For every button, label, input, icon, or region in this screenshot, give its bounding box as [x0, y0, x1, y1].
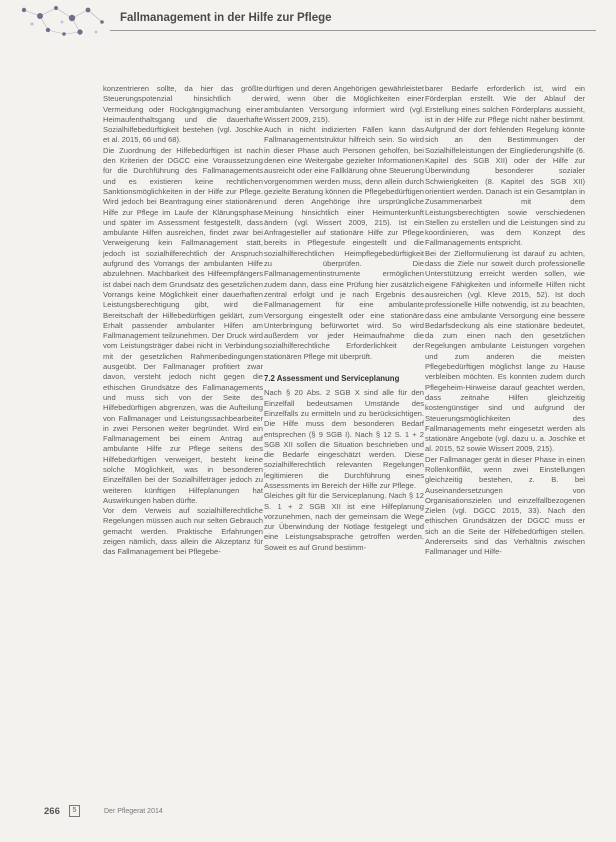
running-head-title: Fallmanagement in der Hilfe zur Pflege [120, 12, 332, 24]
paragraph: barer Bedarfe erforderlich ist, wird ein Förderplan erstellt. Wie der Ablauf der Erstellung eines solchen Förderplans aussieht, ist in der Hilfe zur Pflege nicht näher bestimmt. Aufgrund der dort fehlenden Regelung könnte sich an den Bestimmungen der Sozialhilfeleistungen der Eingliederungshilfe (6. Kapitel des SGB XII) oder der Hilfe zur Überwindung besonderer sozialer Schwierigkeiten (8. Kapitel des SGB XII) orientiert werden. Danach ist ein Gesamtplan in Zusammenarbeit mit dem Leistungsberechtigten sowie verschiedenen Stellen zu erstellen und die Leistungen sind zu koordinieren, was dem Konzept des Fallmanagements entspricht. [425, 84, 585, 248]
text-column-3 [425, 84, 585, 558]
paragraph: Gleiches gilt für die Serviceplanung. Nach § 12 S. 1 + 2 SGB XII ist eine Hilfeplanung vorzunehmen, nach der gemeinsam die Wege zur Überwindung der Notlage festgelegt und eine Leistungsabsprache getroffen werden. Soweit es auf Grund bestimm- [264, 491, 424, 552]
paragraph: konzentrieren sollte, da hier das größte Steuerungspotenzial hinsichtlich der Vermeidung oder Rückgängigmachung einer Heimaufenthaltsgang und die dauerhafte Sozialhilfebedürftigkeit bestehen (vgl. Joschke et al. 2015, 66 und 68). [103, 84, 263, 145]
paragraph: Bei der Zielformulierung ist darauf zu achten, dass die Ziele nur soweit durch professionelle Unterstützung erreicht werden sollen, wie eigene Fähigkeiten und informelle Hilfen nicht ausreichen (vgl. Kleve 2015, 52). Ist doch professionelle Hilfe notwendig, ist zu beachten, dass eine ambulante Versorgung eine bessere Bedarfsdeckung als eine stationäre bedeutet, da zum einen nach den gesetzlichen Regelungen ambulante Leistungen vorgehen und zum anderen die meisten Pflegebedürftigen möglichst lange zu Hause verbleiben möchten. Es konnten zudem durch Pflegeheim-Hinweise darauf geachtet werden, dass zeitnahe Hilfen gleichzeitig kostengünstiger sind und aufgrund der Steuerungsmöglichkeiten des Fallmanagements mehr eingesetzt werden als stationäre Angebote (vgl. dazu u. a. Joschke et al. 2015, 52 sowie Wissert 2009, 215). [425, 248, 585, 454]
paragraph: Nach § 20 Abs. 2 SGB X sind alle für den Einzelfall bedeutsamen Umstände des Einzelfalls zu ermitteln und zu berücksichtigen. Die Hilfe muss dem besonderen Bedarf entsprechen (§ 9 SGB I). Nach § 12 S. 1 + 2 SGB XII sollen die Situation beschrieben und die Bedarfe eingeschätzt werden. Diese sozialhilferechtlich relevanten Regelungen legitimieren die Durchführung eines Assessments im Bereich der Hilfe zur Pflege. [264, 388, 424, 490]
page-number: 266 [44, 806, 60, 817]
text-column-2 [264, 84, 424, 553]
text-column-1 [103, 84, 263, 558]
page-marker-box: 5 [69, 805, 80, 817]
paragraph: Der Fallmanager gerät in dieser Phase in einen Rollenkonflikt, wenn zwei Einstellungen gleichzeitig bestehen, z. B. bei Auseinandersetzungen von Organisationszielen und einzelfallbezogenen Zielen (vgl. DGCC 2015, 33). Nach den ethischen Grundsätzen der DGCC muss er sich an die Seite der Hilfebedürftigen stellen. Andererseits sind das Verhältnis zwischen Fallmanager und Hilfe- [425, 454, 585, 557]
header-rule [110, 30, 596, 31]
molecule-logo-icon [18, 2, 108, 42]
paragraph: Vor dem Verweis auf sozialhilferechtliche Regelungen müssen auch nur selten Gebrauch gemacht werden. Praktische Erfahrungen zeigen nämlich, dass allein die Akzeptanz für das Fallmanagement bei Pflegebe- [103, 506, 263, 557]
paragraph: dürftigen und deren Angehörigen gewährleistet wird, wenn über die Möglichkeiten einer ambulanten Versorgung informiert wird (vgl. Wissert 2009, 215). [264, 84, 424, 124]
journal-name: Der Pflegerat 2014 [104, 808, 163, 815]
paragraph: Auch in nicht indizierten Fällen kann das Fallmanagementstruktur hilfreich sein. So wird in dieser Phase auch Personen geholfen, bei denen eine Weitergabe gezielter Informationen ausreicht oder eine Fallklärung ohne Steuerung vorgenommen werden muss, denn allein durch gezielte Beratung können die Pflegebedürftigen und deren Angehörige ihre ursprüngliche Meinung hinsichtlich einer Heimunterkunft ändern (vgl. Wissert 2009, 215). Ist ein Anfragesteller auf stationäre Hilfe zur Pflege bereits in Pflegestufe eingestellt und die sozialhilferechtlichen Heimpflegebedürftigkeit zu überprüfen. Die Fallmanagementinstrumente ermöglichen zudem dann, dass eine Prüfung hier zusätzlich zentral erfolgt und je nach Ergebnis des Fallmanagement für eine ambulante Versorgung eingestellt oder eine stationäre Unterbringung befürwortet wird. So wird außerdem vor jeder Heimaufnahme die sozialhilferechtliche Erforderlichkeit der stationären Pflege mit überprüft. [264, 125, 425, 361]
page-header [0, 0, 616, 50]
section-heading: 7.2 Assessment und Serviceplanung [264, 374, 400, 384]
paragraph: Die Zuordnung der Hilfebedürftigen ist nach den Kriterien der DGCC eine Voraussetzung für die Durchführung des Fallmanagements und es existieren keine rechtlichen Sanktionsmöglichkeiten in der Hilfe zur Pflege. Wird jedoch bei Beantragung einer stationären Hilfe zur Pflege im Laufe der Klärungsphase und später im Assessment festgestellt, dass ambulante Hilfen ausreichen, findet zwar bei Verweigerung kein Fallmanagement statt, jedoch ist sozialhilferechtlich der Anspruch aufgrund des Vorrangs der ambulanten Hilfe abzulehnen. Machbarkeit des Hilfeempfängers ist dabei nach dem Grundsatz des gesetzlichen Vorrangs keine Möglichkeit einer dauerhaften Leistungsberechtigung gibt, wird die Bereitschaft der Hilfebedürftigen geklärt, zum Erhalt passender ambulanter Hilfen am Fallmanagement teilzunehmen. Der Druck wird vom Leistungsträger dabei nicht in Verbindung mit der gesetzlichen Rahmenbedingungen ausgeübt. Der Fallmanager profitiert zwar davon, versteht jedoch nicht gegen die ethischen Grundsätze des Fallmanagements und muss sich von der Seite des Hilfebedürftigen abgrenzen, was die Aufteilung von Fallmanager und Leistungssachbearbeiter in zwei Personen weiter begründet. Wird ein Fallmanagement bei einem Antrag auf ambulante Hilfe zur Pflege seitens des Hilfebedürftigen verweigert, besteht keine solche Möglichkeit, was in besonderen Einzelfällen bei der Sozialhilfeträger jedoch zu weiteren künftigen Hilfeplanungen hat Auswirkungen haben dürfte. [103, 145, 263, 505]
